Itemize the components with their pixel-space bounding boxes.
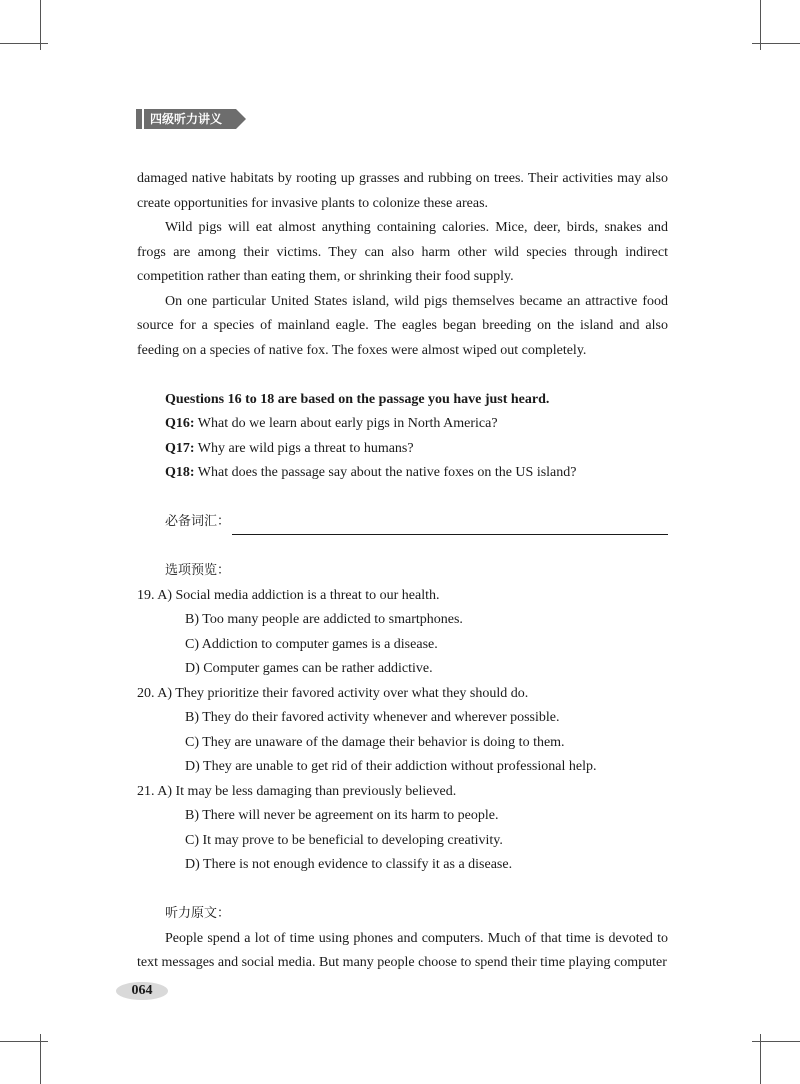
option-line: B) They do their favored activity whenever and wherever possible. <box>185 710 560 725</box>
option-line: D) They are unable to get rid of their addiction without professional help. <box>185 759 597 774</box>
option-line: B) There will never be agreement on its harm to people. <box>185 808 499 823</box>
option-group <box>137 780 668 878</box>
option-line: B) Too many people are addicted to smartphones. <box>185 612 463 627</box>
option-line: C) Addiction to computer games is a disease. <box>185 636 438 652</box>
transcript-label: 听力原文： <box>165 906 231 921</box>
page-number-text: 064 <box>131 983 153 998</box>
option-group <box>137 584 668 682</box>
questions-block <box>137 388 668 486</box>
preview-label: 选项预览： <box>165 563 231 578</box>
question-item <box>165 412 668 437</box>
header-bar <box>136 109 142 129</box>
question-number: Q18: <box>165 465 195 480</box>
header-arrow <box>236 109 246 129</box>
option-line: D) Computer games can be rather addictive. <box>185 661 433 676</box>
passage-paragraph: Wild pigs will eat almost anything containing calories. Mice, deer, birds, snakes and frogs are among their victims. They can also harm other wild species through indirect competition rather than eating them, or shrinking their food supply. <box>137 220 668 284</box>
vocab-line <box>137 510 668 535</box>
header-label: 四级听力讲义 <box>144 109 236 129</box>
option-group <box>137 682 668 780</box>
transcript-paragraph: People spend a lot of time using phones and computers. Much of that time is devoted to text messages and social media. But many people choose to spend their time playing computer <box>137 930 668 970</box>
passage-paragraph: On one particular United States island, wild pigs themselves became an attractive food source for a species of mainland eagle. The eagles began breeding on the island and also feeding on a species of native fox. The foxes were almost wiped out completely. <box>137 293 668 358</box>
question-text: What does the passage say about the native foxes on the US island? <box>194 465 577 480</box>
vocab-blank-line[interactable] <box>232 517 668 535</box>
crop-mark <box>40 1034 41 1084</box>
option-line: D) There is not enough evidence to classify it as a disease. <box>185 857 513 872</box>
question-item <box>165 461 668 486</box>
crop-mark <box>760 0 761 50</box>
running-header <box>136 109 246 129</box>
question-number: Q17: <box>165 440 195 456</box>
question-number: Q16: <box>165 416 195 431</box>
crop-mark <box>760 1034 761 1084</box>
question-text: What do we learn about early pigs in North America? <box>194 416 498 431</box>
question-item <box>165 437 668 462</box>
vocab-label: 必备词汇： <box>165 514 231 529</box>
option-line: 20. A) They prioritize their favored activity over what they should do. <box>137 685 529 701</box>
crop-mark <box>40 0 41 50</box>
questions-heading: Questions 16 to 18 are based on the passage you have just heard. <box>165 391 550 407</box>
question-text: Why are wild pigs a threat to humans? <box>194 440 414 456</box>
option-line: 19. A) Social media addiction is a threat to our health. <box>137 587 440 603</box>
page-number <box>116 982 168 1000</box>
option-line: 21. A) It may be less damaging than previously believed. <box>137 783 457 799</box>
option-line: C) It may prove to be beneficial to developing creativity. <box>185 832 503 848</box>
passage-paragraph: damaged native habitats by rooting up grasses and rubbing on trees. Their activities may also create opportunities for invasive plants to colonize these areas. <box>137 171 668 211</box>
option-line: C) They are unaware of the damage their behavior is doing to them. <box>185 734 565 750</box>
page-content <box>137 167 668 976</box>
